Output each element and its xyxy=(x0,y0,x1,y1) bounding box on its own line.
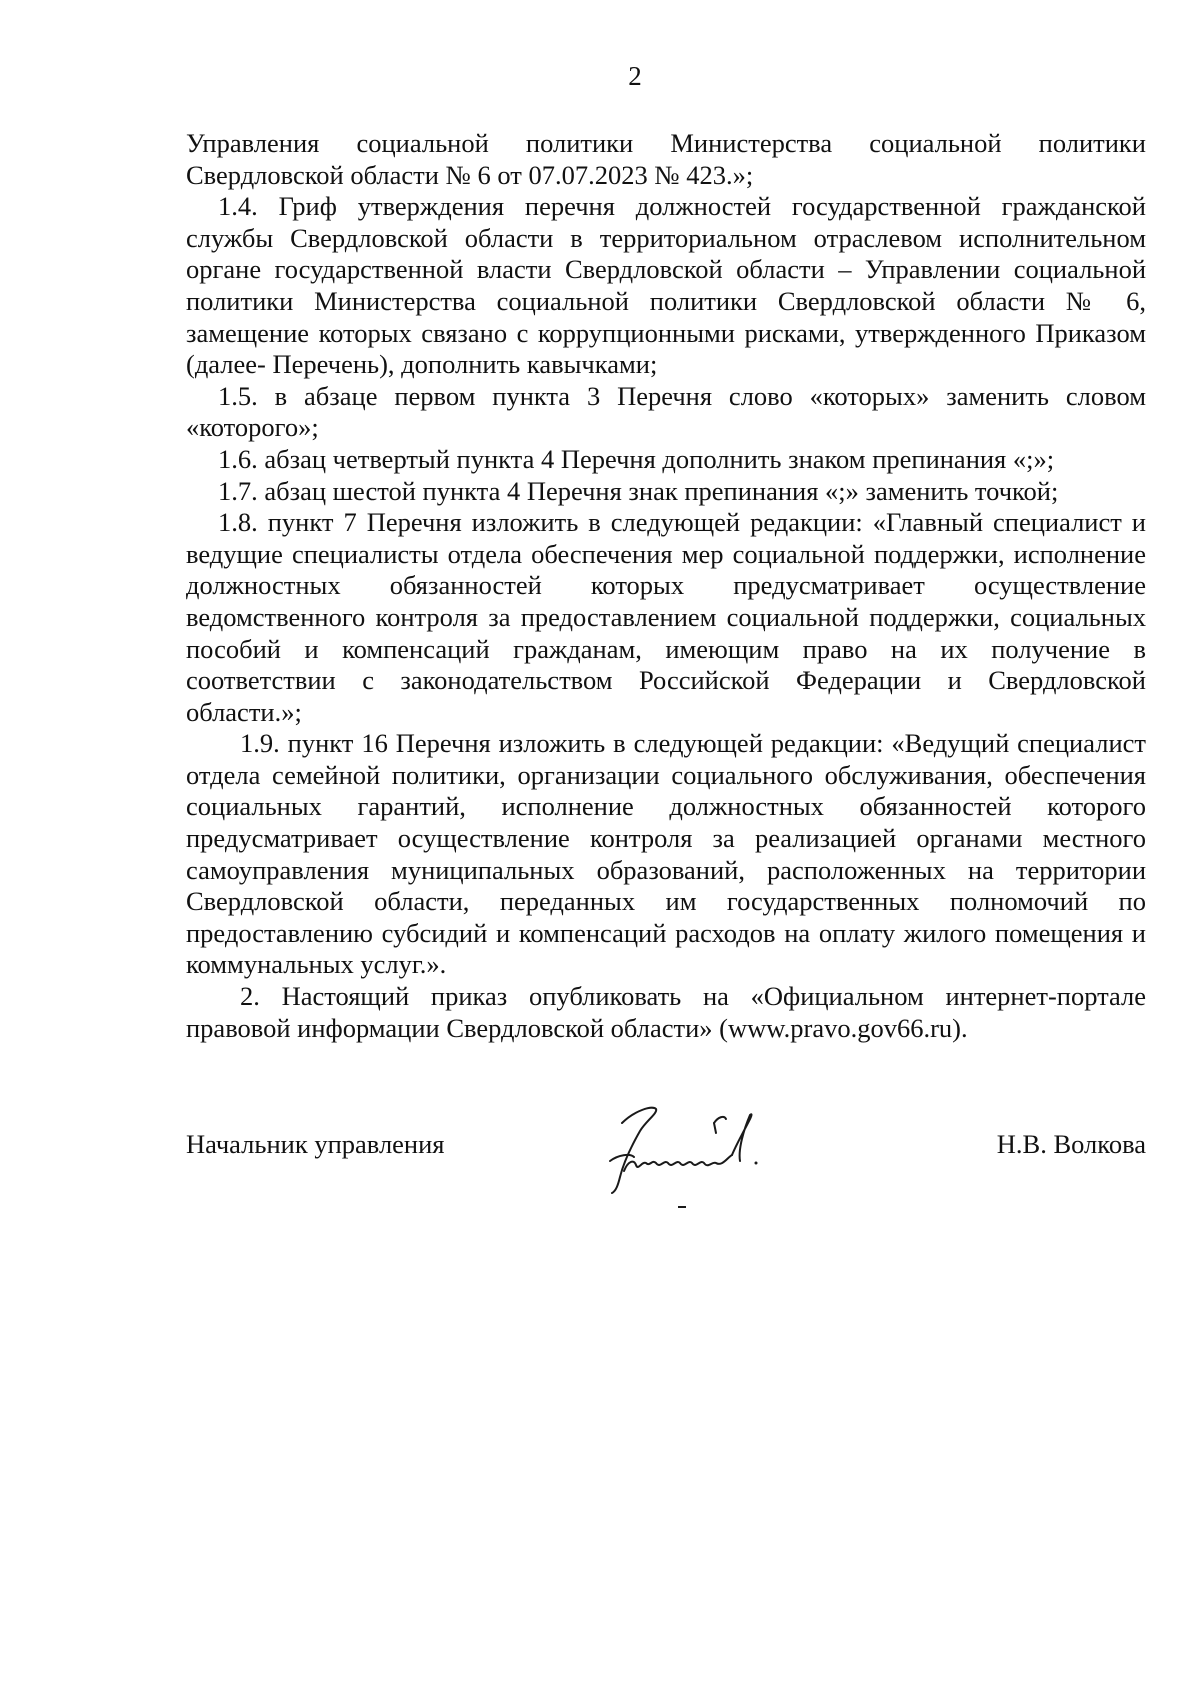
paragraph-2: 2. Настоящий приказ опубликовать на «Официальном интернет-портале правовой информации Свердловской области» (www.pravo.gov66.ru). xyxy=(186,981,1146,1043)
signatory-position: Начальник управления xyxy=(186,1129,445,1159)
handwritten-signature xyxy=(594,1091,794,1209)
paragraph-1-9: 1.9. пункт 16 Перечня изложить в следующей редакции: «Ведущий специалист отдела семейной политики, организации социального обслуживания, обеспечения социальных гарантий, исполнение должностных обязанностей которого предусматривает осуществление контроля за реализацией органами местного самоуправления муниципальных образований, расположенных на территории Свердловской области, переданных им государственных полномочий по предоставлению субсидий и компенсаций расходов на оплату жилого помещения и коммунальных услуг.». xyxy=(186,728,1146,980)
page-number: 2 xyxy=(628,61,642,91)
paragraph-1-8: 1.8. пункт 7 Перечня изложить в следующей редакции: «Главный специалист и ведущие специалисты отдела обеспечения мер социальной поддержки, исполнение должностных обязанностей которых предусматривает осуществление ведомственного контроля за предоставлением социальной поддержки, социальных пособий и компенсаций гражданам, имеющим право на их получение в соответствии с законодательством Российской Федерации и Свердловской области.»; xyxy=(186,507,1146,727)
paragraph-1-6: 1.6. абзац четвертый пункта 4 Перечня дополнить знаком препинания «;»; xyxy=(218,443,1055,474)
document-body xyxy=(186,128,1146,1044)
paragraph-1-7: 1.7. абзац шестой пункта 4 Перечня знак препинания «;» заменить точкой; xyxy=(218,475,1059,506)
signature-block xyxy=(186,1095,1146,1195)
paragraph-1-4: 1.4. Гриф утверждения перечня должностей государственной гражданской службы Свердловской области в территориальном отраслевом исполнительном органе государственной власти Свердловской области – Управлении социальной политики Министерства социальной политики Свердловской области № 6, замещение которых связано с коррупционными рисками, утвержденного Приказом (далее- Перечень), дополнить кавычками; xyxy=(186,191,1146,380)
signatory-name: Н.В. Волкова xyxy=(996,1129,1146,1159)
paragraph-1-5: 1.5. в абзаце первом пункта 3 Перечня слово «которых» заменить словом «которого»; xyxy=(186,380,1146,443)
paragraph-continuation: Управления социальной политики Министерства социальной политики Свердловской области № 6 от 07.07.2023 № 423.»; xyxy=(186,128,1146,190)
